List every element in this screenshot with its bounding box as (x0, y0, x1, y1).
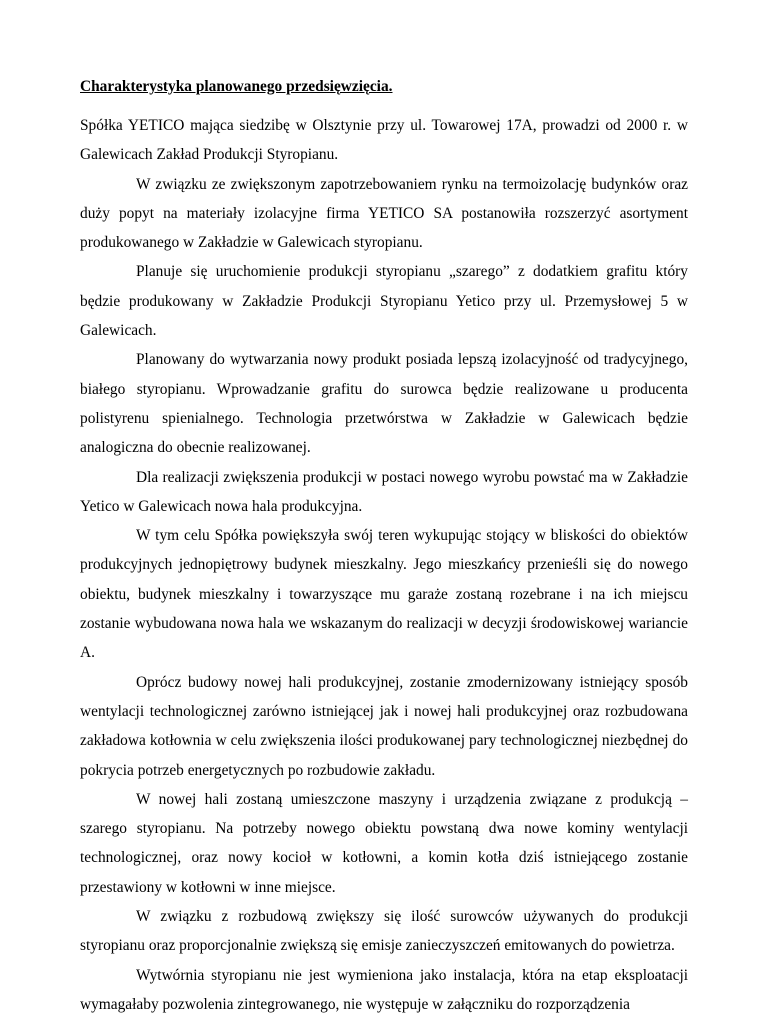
paragraph-company-intro: Spółka YETICO mająca siedzibę w Olsztynie przy ul. Towarowej 17A, prowadzi od 2000 r. w Galewicach Zakład Produkcji Styropianu. (80, 117, 688, 164)
paragraph-land-purchase: W tym celu Spółka powiększyła swój teren wykupując stojący w bliskości do obiektów produkcyjnych jednopiętrowy budynek mieszkalny. Jego mieszkańcy przenieśli się do nowego obiektu, budynek mieszkalny i towarzyszące mu garaże zostaną rozebrane i na ich miejscu zostanie wybudowana nowa hala we wskazanym do realizacji w decyzji środowiskowej wariancie A. (80, 527, 688, 662)
paragraph-new-product: Planowany do wytwarzania nowy produkt posiada lepszą izolacyjność od tradycyjnego, białego styropianu. Wprowadzanie grafitu do surowca będzie realizowane u producenta polistyrenu spienialnego. Technologia przetwórstwa w Zakładzie w Galewicach będzie analogiczna do obecnie realizowanej. (80, 351, 688, 457)
paragraph-new-hall: Dla realizacji zwiększenia produkcji w postaci nowego wyrobu powstać ma w Zakładzie Yetico w Galewicach nowa hala produkcyjna. (80, 468, 688, 515)
paragraph-machinery: W nowej hali zostaną umieszczone maszyny i urządzenia związane z produkcją – szarego styropianu. Na potrzeby nowego obiektu powstaną dwa nowe kominy wentylacji technologicznej, oraz nowy kocioł w kotłowni, a komin kotła dziś istniejącego zostanie przestawiony w kotłowni w inne miejsce. (80, 790, 688, 896)
paragraph-permit: Wytwórnia styropianu nie jest wymieniona jako instalacja, która na etap eksploatacji wymagałaby pozwolenia zintegrowanego, nie występuje w załączniku do rozporządzenia (80, 966, 688, 1013)
paragraph-grey-styrofoam: Planuje się uruchomienie produkcji styropianu „szarego” z dodatkiem grafitu który będzie produkowany w Zakładzie Produkcji Styropianu Yetico przy ul. Przemysłowej 5 w Galewicach. (80, 263, 688, 340)
paragraph-ventilation: Oprócz budowy nowej hali produkcyjnej, zostanie zmodernizowany istniejący sposób wentylacji technologicznej zarówno istniejącej jak i nowej hali produkcyjnej oraz rozbudowana zakładowa kotłownia w celu zwiększenia ilości produkowanej pary technologicznej niezbędnej do pokrycia potrzeb energetycznych po rozbudowie zakładu. (80, 673, 688, 779)
paragraph-demand: W związku ze zwiększonym zapotrzebowaniem rynku na termoizolację budynków oraz duży popyt na materiały izolacyjne firma YETICO SA postanowiła rozszerzyć asortyment produkowanego w Zakładzie w Galewicach styropianu. (80, 175, 688, 252)
paragraph-emissions: W związku z rozbudową zwiększy się ilość surowców używanych do produkcji styropianu oraz proporcjonalnie zwiększą się emisje zanieczyszczeń emitowanych do powietrza. (80, 908, 688, 955)
document-heading: Charakterystyka planowanego przedsięwzięcia. (80, 78, 393, 95)
document-page (80, 77, 688, 1019)
